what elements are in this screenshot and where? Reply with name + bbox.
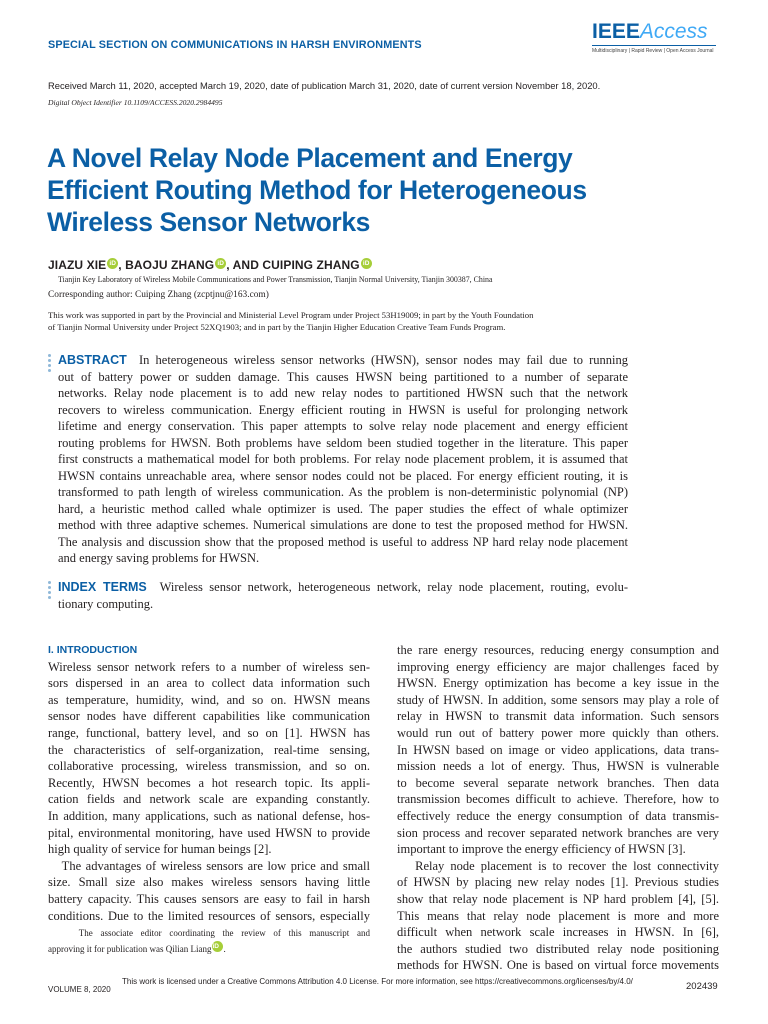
body-line: pital, environmental monitoring, have used HWSN to provide: [48, 825, 370, 840]
abstract-line: out of battery power or sudden damage. This causes HWSN being partitioned to a number of separate: [58, 369, 628, 384]
body-line: as temperature, humidity, wind, and so on. HWSN means: [48, 692, 370, 707]
paper-title: [47, 142, 607, 238]
corresponding-author: Corresponding author: Cuiping Zhang (zcptjnu@163.com): [48, 290, 269, 300]
author-name: , BAOJU ZHANG: [118, 258, 215, 272]
body-line: difficult when network scale increases in HWSN. In [6],: [397, 925, 719, 940]
abstract-line: and energy saving problems for HWSN.: [58, 551, 260, 565]
body-line: sensor nodes have different capabilities like communication: [48, 709, 370, 724]
funding-note: [48, 310, 628, 333]
page-number: 202439: [686, 981, 718, 992]
title-line: Wireless Sensor Networks: [47, 207, 371, 237]
body-line: sion process and recover separated network branches are very: [397, 825, 719, 840]
body-line: the characteristics of self-organization, real-time sensing,: [48, 742, 370, 757]
footer-volume: VOLUME 8, 2020: [48, 985, 111, 994]
body-line: transmission becomes difficult to achieve. Therefore, how to: [397, 792, 719, 807]
abstract-line: networks. Relay node placement is to add new relay nodes to partitioned HWSN such that the network: [58, 386, 628, 400]
affiliation: Tianjin Key Laboratory of Wireless Mobile Communications and Power Transmission, Tianjin Normal University, Tianjin 300387, China: [58, 275, 493, 284]
footnote-end: .: [223, 944, 226, 954]
abstract-line: lifetime and energy conservation. This paper attempts to solve relay node placement and energy efficient: [58, 419, 628, 433]
abstract: [58, 352, 628, 567]
abstract-line: HWSN contains unreachable area, where sensor nodes could not be placed. For energy efficient routing, it is: [58, 468, 628, 483]
intro-right-column: [397, 642, 719, 974]
body-line: important to improve the energy efficiency of HWSN [3].: [397, 842, 686, 857]
body-line: range, functional, battery level, and so on [1]. HWSN has: [48, 725, 370, 740]
abstract-line: hard, a heuristic method called whale optimizer is used. The paper studies the effect of whale optimizer: [58, 501, 628, 516]
author-list: [48, 258, 372, 272]
body-line: HWSN. Energy optimization has become a key issue in the: [397, 676, 719, 691]
body-line: show that relay node placement is NP hard problem [4], [5].: [397, 891, 719, 906]
body-line: of HWSN by placing new relay nodes [1]. Previous studies: [397, 875, 719, 890]
abstract-line: routing problems for HWSN. Both problems have seldom been studied together in the literature. This paper: [58, 435, 628, 450]
body-line: In HWSN based on image or video applications, data trans-: [397, 742, 719, 757]
body-line: sors dispersed in an area to collect data information such: [48, 676, 370, 691]
body-line: the rare energy resources, reducing energy consumption and: [397, 643, 719, 657]
orcid-icon[interactable]: iD: [212, 941, 223, 952]
body-line: improving energy efficiency are major challenges faced by: [397, 659, 719, 674]
abstract-line: method with three adaptive schemes. Numerical simulations are done to test the proposed method for HWSN.: [58, 518, 628, 532]
body-line: Relay node placement is to recover the lost connectivity: [397, 858, 719, 873]
editor-footnote: [48, 925, 370, 957]
body-line: size. Small size also makes wireless sensors having little: [48, 875, 370, 890]
body-line: cation fields and network scale are expanding constantly.: [48, 792, 370, 807]
body-line: high quality of service for human beings [2].: [48, 842, 272, 857]
orcid-icon[interactable]: iD: [107, 258, 118, 269]
body-line: In addition, many applications, such as national defense, hos-: [48, 808, 370, 823]
title-line: A Novel Relay Node Placement and Energy: [47, 143, 573, 173]
body-line: The advantages of wireless sensors are low price and small: [48, 858, 370, 873]
body-line: conditions. Due to the limited resources of sensors, especially: [48, 908, 370, 923]
journal-logo: [592, 21, 720, 57]
index-terms-marker-icon: [48, 581, 52, 601]
body-line: Wireless sensor network refers to a number of wireless sen-: [48, 659, 370, 674]
abstract-line: In heterogeneous wireless sensor networks (HWSN), sensor nodes may fail due to running: [139, 353, 628, 367]
index-terms-line: tionary computing.: [58, 596, 154, 611]
body-line: would run out of battery power more quickly than others.: [397, 725, 719, 740]
index-terms-line: Wireless sensor network, heterogeneous network, relay node placement, routing, evolu-: [159, 580, 629, 594]
logo-tagline: Multidisciplinary | Rapid Review | Open Access Journal: [592, 48, 714, 54]
body-line: battery capacity. This causes sensors are easy to fail in harsh: [48, 891, 370, 906]
abstract-marker-icon: [48, 354, 52, 374]
intro-left-column: [48, 642, 370, 924]
body-line: methods for HWSN. One is based on virtual force movements: [397, 958, 719, 973]
body-line: relay in HWSN to transmit data information. Such sensors: [397, 709, 719, 724]
footnote-line: The associate editor coordinating the review of this manuscript and: [48, 928, 370, 938]
index-terms: [58, 579, 628, 612]
author-name: JIAZU XIE: [48, 258, 107, 272]
index-terms-label: INDEX TERMS: [58, 580, 147, 594]
body-line: study of HWSN. In addition, some sensors may play a role of: [397, 692, 719, 707]
abstract-label: ABSTRACT: [58, 353, 127, 367]
footnote-line: approving it for publication was Qilian Liang: [48, 944, 212, 954]
body-line: Recently, HWSN becomes a hot research topic. Its appli-: [48, 775, 370, 790]
funding-line: of Tianjin Normal University under Project 52XQ1903; and in part by the Tianjin Higher Education Creative Team Funds Program.: [48, 321, 506, 332]
body-line: This means that relay node placement is more and more: [397, 908, 719, 923]
funding-line: This work was supported in part by the Provincial and Ministerial Level Program under Project 53H19009; in part by the Youth Foundation: [48, 310, 534, 320]
doi-line: Digital Object Identifier 10.1109/ACCESS.2020.2984495: [48, 98, 223, 107]
section-tag: SPECIAL SECTION ON COMMUNICATIONS IN HARSH ENVIRONMENTS: [48, 39, 422, 51]
footer-license: This work is licensed under a Creative Commons Attribution 4.0 License. For more information, see https://creativecommons.org/licenses/by/4.0/: [122, 977, 633, 986]
abstract-line: The analysis and discussion show that the proposed method is useful to address NP hard relay node placement: [58, 534, 628, 549]
logo-rule: [592, 45, 716, 46]
abstract-line: first constructs a mathematical model for both problems. For relay node placement problem, it is assumed that: [58, 452, 628, 466]
author-name: , AND CUIPING ZHANG: [226, 258, 360, 272]
abstract-line: recovers to wireless communication. Energy efficient routing in HWSN is useful for prolonging network: [58, 402, 628, 417]
orcid-icon[interactable]: iD: [361, 258, 372, 269]
publication-dates: Received March 11, 2020, accepted March 19, 2020, date of publication March 31, 2020, date of current version November 18, 2020.: [48, 80, 601, 91]
logo-brand: IEEE: [592, 20, 640, 43]
section-heading: I. INTRODUCTION: [48, 644, 138, 656]
orcid-icon[interactable]: iD: [215, 258, 226, 269]
logo-product: Access: [639, 20, 708, 43]
body-line: effectively reduce the energy consumption of data transmis-: [397, 808, 719, 823]
body-line: mission needs a lot of energy. Thus, HWSN is vulnerable: [397, 759, 719, 774]
body-line: collaborative processing, wireless transmission, and so on.: [48, 759, 370, 774]
abstract-line: transformed to path length of wireless communication. As the problem is non-deterministic polynomial (NP): [58, 485, 628, 499]
title-line: Efficient Routing Method for Heterogeneous: [47, 175, 587, 205]
body-line: the authors studied two distributed relay node positioning: [397, 941, 719, 956]
body-line: to become several separate network branches. Then data: [397, 775, 719, 790]
